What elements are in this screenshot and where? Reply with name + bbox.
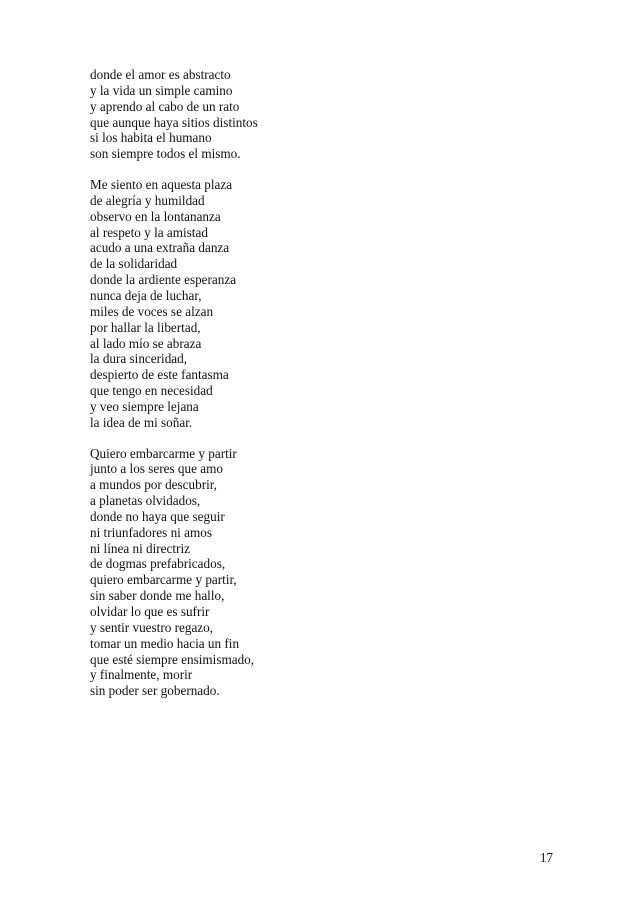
poem-line: la dura sinceridad,	[90, 351, 188, 367]
poem-line: acudo a una extraña danza	[90, 240, 230, 256]
poem-line: y sentir vuestro regazo,	[90, 619, 214, 635]
poem-line: ni línea ni directriz	[90, 540, 190, 556]
poem-line: junto a los seres que amo	[90, 461, 223, 477]
poem-body	[90, 67, 550, 714]
poem-line: la idea de mi soñar.	[90, 414, 193, 430]
poem-line: al lado mío se abraza	[90, 335, 202, 351]
poem-line: nunca deja de luchar,	[90, 287, 202, 303]
poem-line: miles de voces se alzan	[90, 303, 214, 319]
poem-line: observo en la lontananza	[90, 208, 221, 224]
poem-line: y veo siempre lejana	[90, 398, 199, 414]
poem-line: ni triunfadores ni amos	[90, 524, 212, 540]
poem-line: a planetas olvidados,	[90, 493, 201, 509]
poem-line: de dogmas prefabricados,	[90, 556, 226, 572]
poem-line: a mundos por descubrir,	[90, 477, 217, 493]
poem-line: sin poder ser gobernado.	[90, 683, 220, 699]
poem-line: que tengo en necesidad	[90, 383, 213, 399]
poem-line: son siempre todos el mismo.	[90, 146, 241, 162]
poem-line: quiero embarcarme y partir,	[90, 572, 237, 588]
poem-line: olvidar lo que es sufrir	[90, 604, 210, 619]
poem-line: al respeto y la amistad	[90, 224, 208, 240]
stanza	[90, 67, 550, 162]
poem-line: Quiero embarcarme y partir	[90, 445, 237, 461]
stanza	[90, 177, 550, 431]
poem-line: y la vida un simple camino	[90, 82, 233, 98]
poem-line: donde la ardiente esperanza	[90, 272, 237, 288]
poem-line: donde el amor es abstracto	[90, 67, 231, 82]
stanza	[90, 446, 550, 700]
poem-line: si los habita el humano	[90, 130, 212, 146]
poem-line: y aprendo al cabo de un rato	[90, 98, 240, 114]
poem-line: que aunque haya sitios distintos	[90, 114, 258, 130]
poem-line: despierto de este fantasma	[90, 367, 229, 383]
poem-line: que esté siempre ensimismado,	[90, 651, 255, 667]
poem-line: por hallar la libertad,	[90, 319, 201, 335]
poem-line: de la solidaridad	[90, 256, 178, 272]
page-number: 17	[539, 850, 553, 865]
poem-line: de alegría y humildad	[90, 192, 205, 208]
poem-line: y finalmente, morir	[90, 667, 193, 683]
poem-line: Me siento en aquesta plaza	[90, 177, 233, 193]
poem-line: tomar un medio hacia un fin	[90, 635, 240, 651]
poem-line: sin saber donde me hallo,	[90, 588, 225, 604]
poem-line: donde no haya que seguir	[90, 508, 225, 524]
